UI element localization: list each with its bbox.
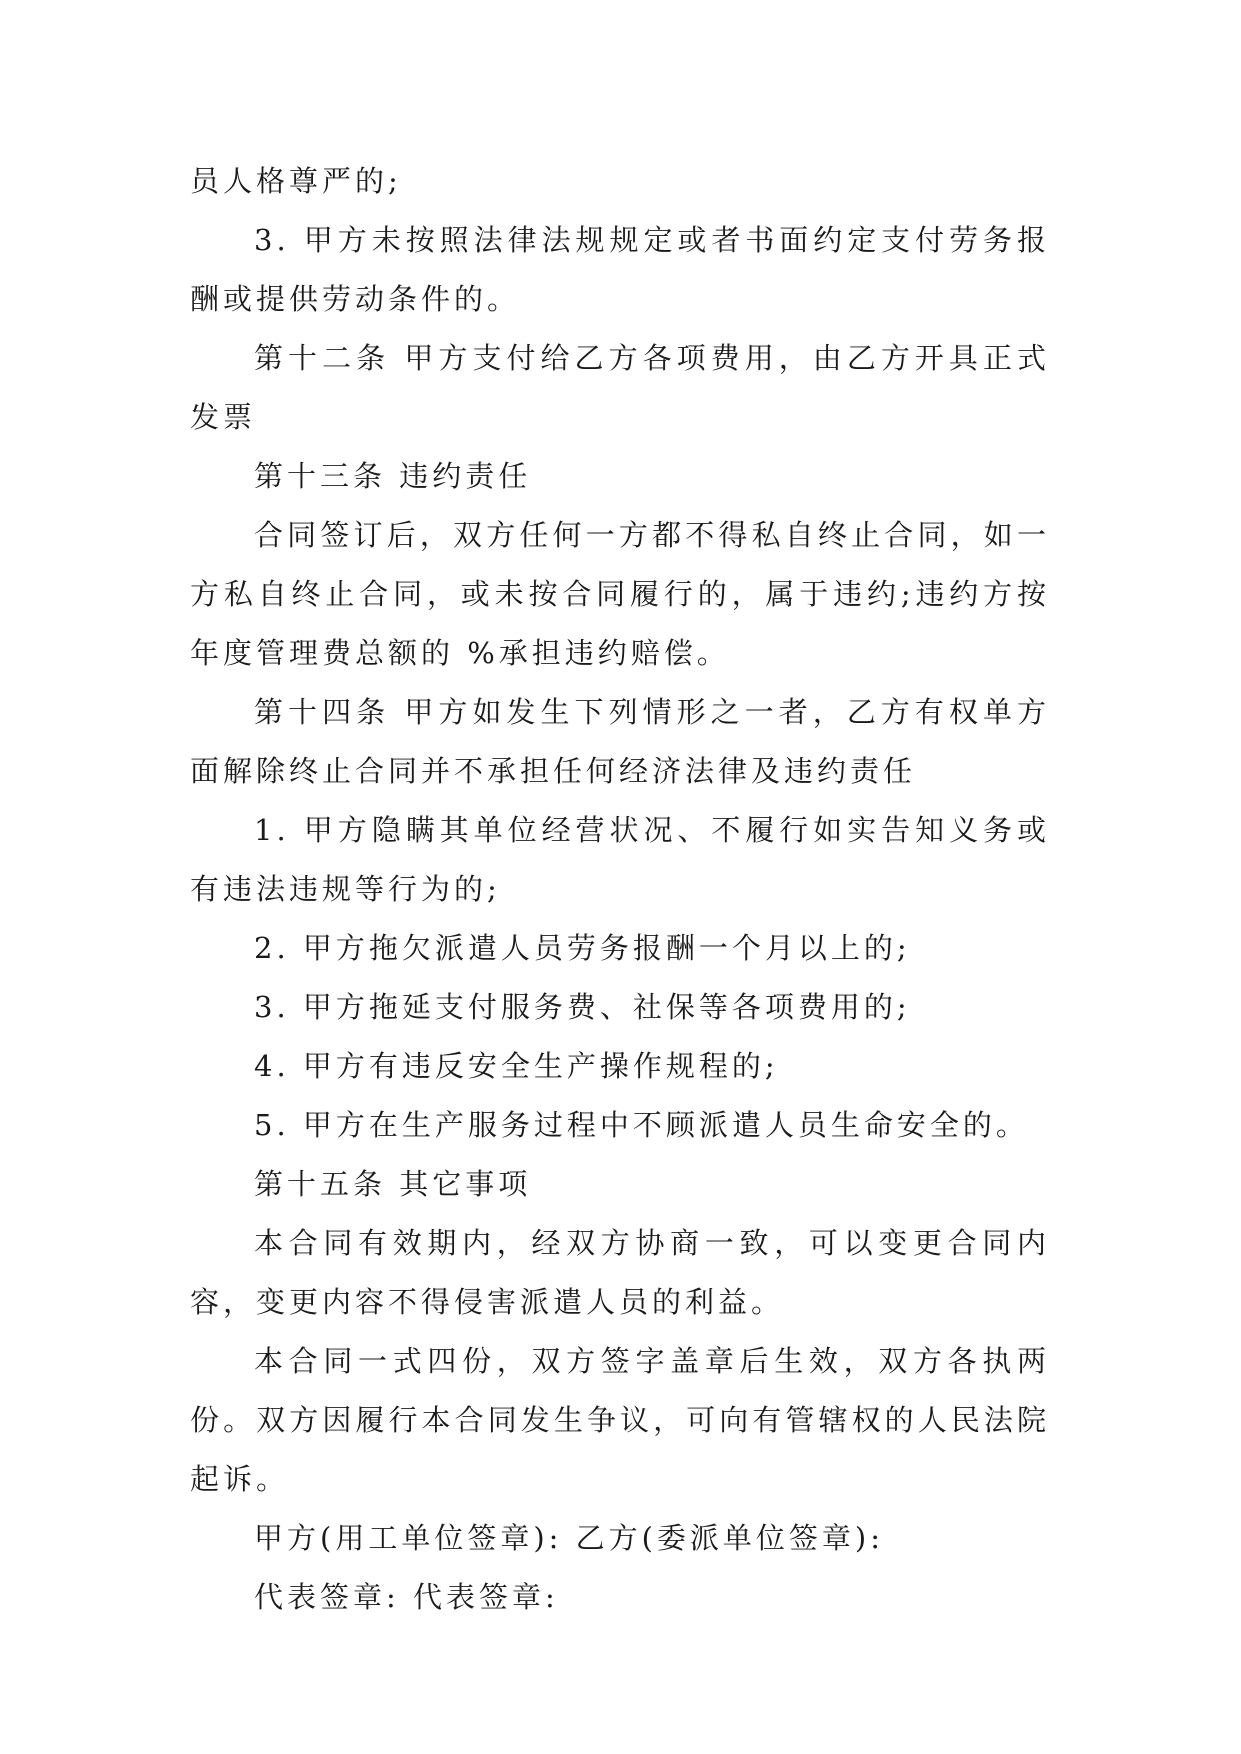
article-14-item-1: 1. 甲方隐瞒其单位经营状况、不履行如实告知义务或有违法违规等行为的; [190, 813, 1050, 906]
article-15-body-1: 本合同有效期内，经双方协商一致，可以变更合同内容，变更内容不得侵害派遣人员的利益。 [190, 1226, 1050, 1319]
article-14-item-4: 4. 甲方有违反安全生产操作规程的; [254, 1049, 779, 1083]
signature-party-line: 甲方(用工单位签章): 乙方(委派单位签章): [254, 1521, 885, 1555]
clause-item-3: 3. 甲方未按照法律法规规定或者书面约定支付劳务报酬或提供劳动条件的。 [190, 223, 1050, 316]
article-12: 第十二条 甲方支付给乙方各项费用，由乙方开具正式发票 [190, 341, 1050, 434]
article-15-heading: 第十五条 其它事项 [254, 1167, 532, 1201]
contract-body [190, 152, 1050, 1627]
article-13-heading: 第十三条 违约责任 [254, 459, 532, 493]
article-14-heading: 第十四条 甲方如发生下列情形之一者，乙方有权单方面解除终止合同并不承担任何经济法律及违约责任 [190, 695, 1050, 788]
article-14-item-5: 5. 甲方在生产服务过程中不顾派遣人员生命安全的。 [254, 1108, 1029, 1142]
article-15-body-2: 本合同一式四份，双方签字盖章后生效，双方各执两份。双方因履行本合同发生争议，可向有管辖权的人民法院起诉。 [190, 1344, 1050, 1496]
article-14-item-3: 3. 甲方拖延支付服务费、社保等各项费用的; [254, 990, 911, 1024]
article-14-item-2: 2. 甲方拖欠派遣人员劳务报酬一个月以上的; [254, 931, 911, 965]
paragraph-continuation: 员人格尊严的; [190, 164, 402, 198]
signature-representative-line: 代表签章: 代表签章: [254, 1580, 559, 1614]
article-13-body: 合同签订后，双方任何一方都不得私自终止合同，如一方私自终止合同，或未按合同履行的，属于违约;违约方按年度管理费总额的 %承担违约赔偿。 [190, 518, 1050, 670]
